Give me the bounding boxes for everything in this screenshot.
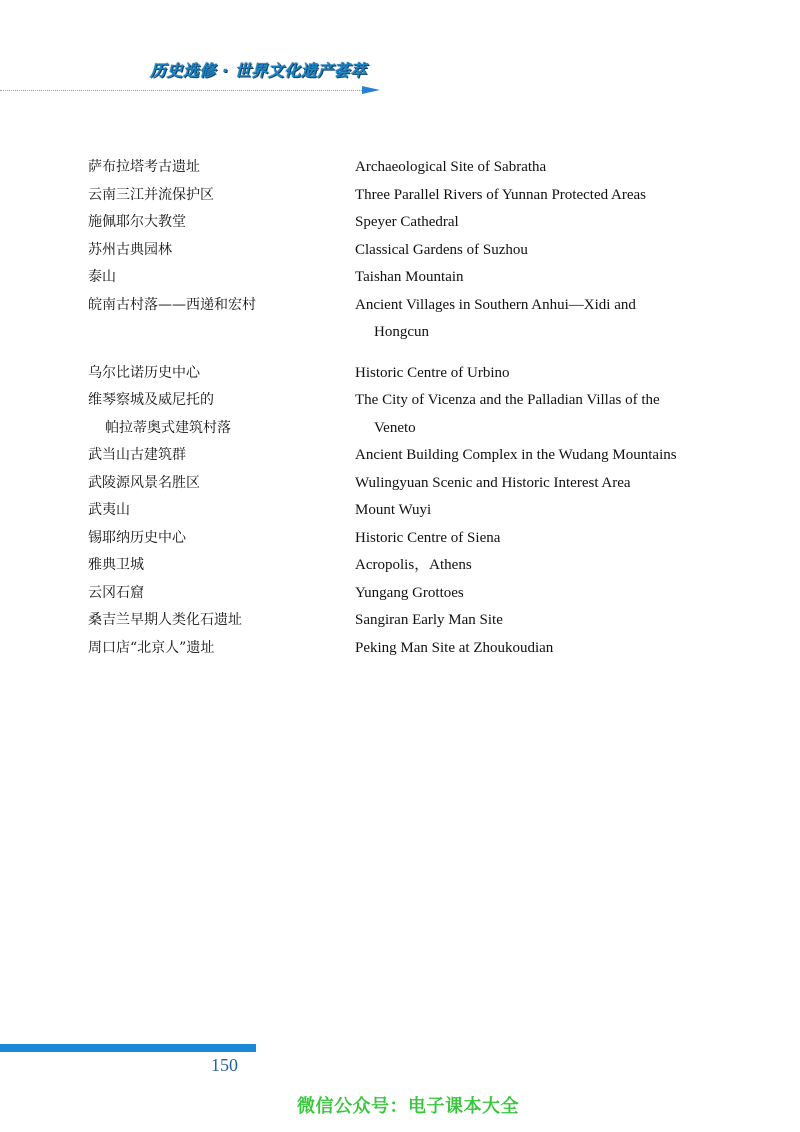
site-name-en: Historic Centre of Urbino — [355, 364, 510, 381]
site-name-zh: 武陵源风景名胜区 — [88, 474, 200, 491]
heritage-site-list — [88, 154, 768, 662]
site-name-zh: 乌尔比诺历史中心 — [88, 364, 200, 381]
site-name-en: Ancient Building Complex in the Wudang Mountains — [355, 447, 677, 463]
site-name-zh: 泰山 — [88, 269, 116, 285]
site-name-zh: 周口店“北京人”遗址 — [88, 639, 215, 656]
header-dotted-rule — [0, 90, 366, 91]
list-item — [88, 264, 768, 292]
site-name-zh: 苏州古典园林 — [88, 241, 172, 258]
list-item — [88, 635, 768, 663]
running-header-title: 历史选修 · 世界文化遗产荟萃 — [150, 61, 367, 80]
list-item — [88, 387, 768, 442]
list-item — [88, 209, 768, 237]
site-name-en: Yungang Grottoes — [355, 584, 464, 601]
site-name-zh: 维琴察城及威尼托的 帕拉蒂奥式建筑村落 — [88, 392, 231, 436]
site-name-en: Mount Wuyi — [355, 502, 432, 518]
site-name-en: The City of Vicenza and the Palladian Villas of the Veneto — [355, 392, 660, 436]
site-name-en: Archaeological Site of Sabratha — [355, 159, 547, 175]
site-name-en: Classical Gardens of Suzhou — [355, 241, 528, 258]
list-item — [88, 360, 768, 388]
site-name-en: Three Parallel Rivers of Yunnan Protected Areas — [355, 186, 647, 203]
site-name-en: Peking Man Site at Zhoukoudian — [355, 639, 554, 656]
site-name-zh: 雅典卫城 — [88, 557, 144, 573]
site-name-en: Taishan Mountain — [355, 269, 464, 285]
list-item — [88, 607, 768, 635]
list-item — [88, 182, 768, 210]
site-name-zh: 武夷山 — [88, 502, 130, 518]
site-name-en: Speyer Cathedral — [355, 214, 459, 230]
list-item — [88, 552, 768, 580]
list-item — [88, 497, 768, 525]
site-name-en: Acropolis，Athens — [355, 557, 472, 573]
site-name-zh: 萨布拉塔考古遗址 — [88, 159, 200, 175]
list-item — [88, 470, 768, 498]
site-name-zh: 施佩耶尔大教堂 — [88, 214, 186, 230]
page-number: 150 — [211, 1055, 238, 1075]
site-name-zh: 武当山古建筑群 — [88, 447, 186, 463]
list-item — [88, 237, 768, 265]
list-item — [88, 525, 768, 553]
site-name-zh: 皖南古村落——西递和宏村 — [88, 296, 256, 313]
site-name-zh: 锡耶纳历史中心 — [88, 529, 186, 546]
list-item — [88, 154, 768, 182]
site-name-en: Ancient Villages in Southern Anhui—Xidi and Hongcun — [355, 296, 636, 340]
site-name-en: Wulingyuan Scenic and Historic Interest Area — [355, 474, 631, 491]
footer-accent-bar — [0, 1044, 256, 1052]
site-name-zh: 云南三江并流保护区 — [88, 186, 214, 203]
site-name-zh: 云冈石窟 — [88, 584, 144, 601]
list-item — [88, 580, 768, 608]
site-name-zh: 桑吉兰早期人类化石遗址 — [88, 612, 242, 628]
site-name-en: Sangiran Early Man Site — [355, 612, 503, 628]
header-arrow-icon — [362, 86, 380, 94]
list-item — [88, 292, 768, 347]
watermark-text: 微信公众号：电子课本大全 — [297, 1096, 519, 1117]
site-name-en: Historic Centre of Siena — [355, 529, 501, 546]
list-item — [88, 442, 768, 470]
